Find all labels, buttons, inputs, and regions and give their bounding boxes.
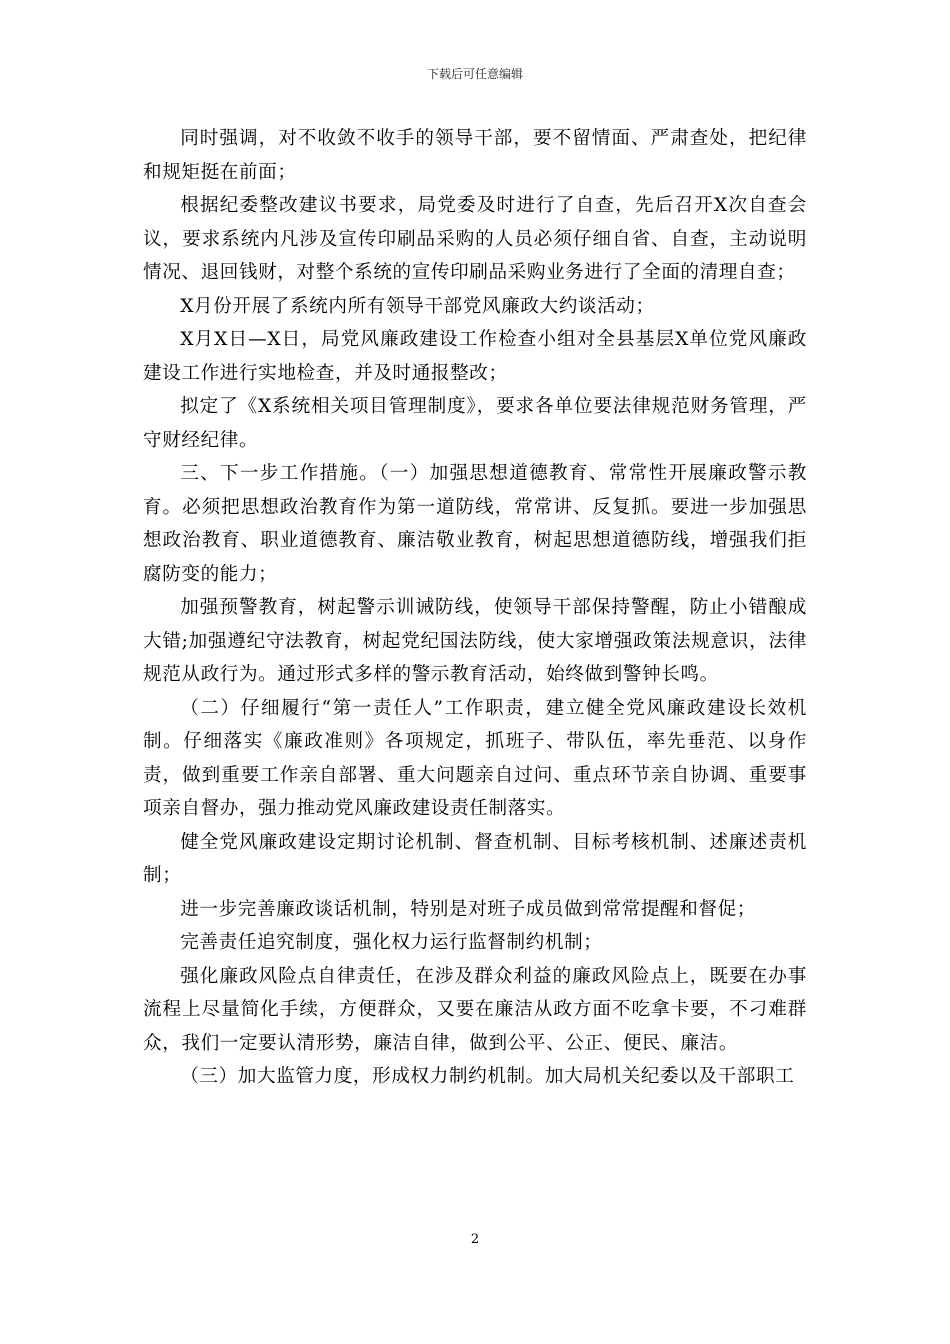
document-body [143, 122, 807, 1094]
paragraph: X月X日—X日，局党风廉政建设工作检查小组对全县基层X单位党风廉政建设工作进行实地检查，并及时通报整改； [143, 329, 807, 384]
paragraph: 完善责任追究制度，强化权力运行监督制约机制； [180, 932, 603, 953]
paragraph: （三）加大监管力度，形成权力制约机制。加大局机关纪委以及干部职工 [180, 1066, 795, 1087]
page-header: 下载后可任意编辑 [426, 67, 523, 81]
paragraph: X月份开展了系统内所有领导干部党风廉政大约谈活动； [180, 295, 655, 317]
paragraph: 拟定了《X系统相关项目管理制度》，要求各单位要法律规范财务管理，严守财经纪律。 [143, 396, 807, 451]
paragraph: 加强预警教育，树起警示训诫防线，使领导干部保持警醒，防止小错酿成大错;加强遵纪守法教育，树起党纪国法防线，使大家增强政策法规意识，法律规范从政行为。通过形式多样的警示教育活动，始终做到警钟长鸣。 [143, 597, 807, 685]
paragraph: 同时强调，对不收敛不收手的领导干部，要不留情面、严肃查处，把纪律和规矩挺在前面； [143, 128, 807, 183]
paragraph: （二）仔细履行“第一责任人”工作职责，建立健全党风廉政建设长效机制。仔细落实《廉政准则》各项规定，抓班子、带队伍，率先垂范、以身作责，做到重要工作亲自部署、重大问题亲自过问、重点环节亲自协调、重要事项亲自督办，强力推动党风廉政建设责任制落实。 [143, 697, 807, 819]
paragraph: 三、下一步工作措施。（一）加强思想道德教育、常常性开展廉政警示教育。必须把思想政治教育作为第一道防线，常常讲、反复抓。要进一步加强思想政治教育、职业道德教育、廉洁敬业教育，树起思想道德防线，增强我们拒腐防变的能力； [143, 463, 807, 585]
paragraph: 健全党风廉政建设定期讨论机制、督查机制、目标考核机制、述廉述责机制； [143, 831, 807, 886]
page-number: 2 [470, 1232, 480, 1247]
paragraph: 进一步完善廉政谈话机制，特别是对班子成员做到常常提醒和督促； [180, 898, 757, 920]
paragraph: 根据纪委整改建议书要求，局党委及时进行了自查，先后召开X次自查会议，要求系统内凡涉及宣传印刷品采购的人员必须仔细自省、自查，主动说明情况、退回钱财，对整个系统的宣传印刷品采购业务进行了全面的清理自查； [143, 195, 807, 283]
paragraph: 强化廉政风险点自律责任，在涉及群众利益的廉政风险点上，既要在办事流程上尽量简化手续，方便群众，又要在廉洁从政方面不吃拿卡要，不刁难群众，我们一定要认清形势，廉洁自律，做到公平、公正、便民、廉洁。 [143, 965, 807, 1054]
